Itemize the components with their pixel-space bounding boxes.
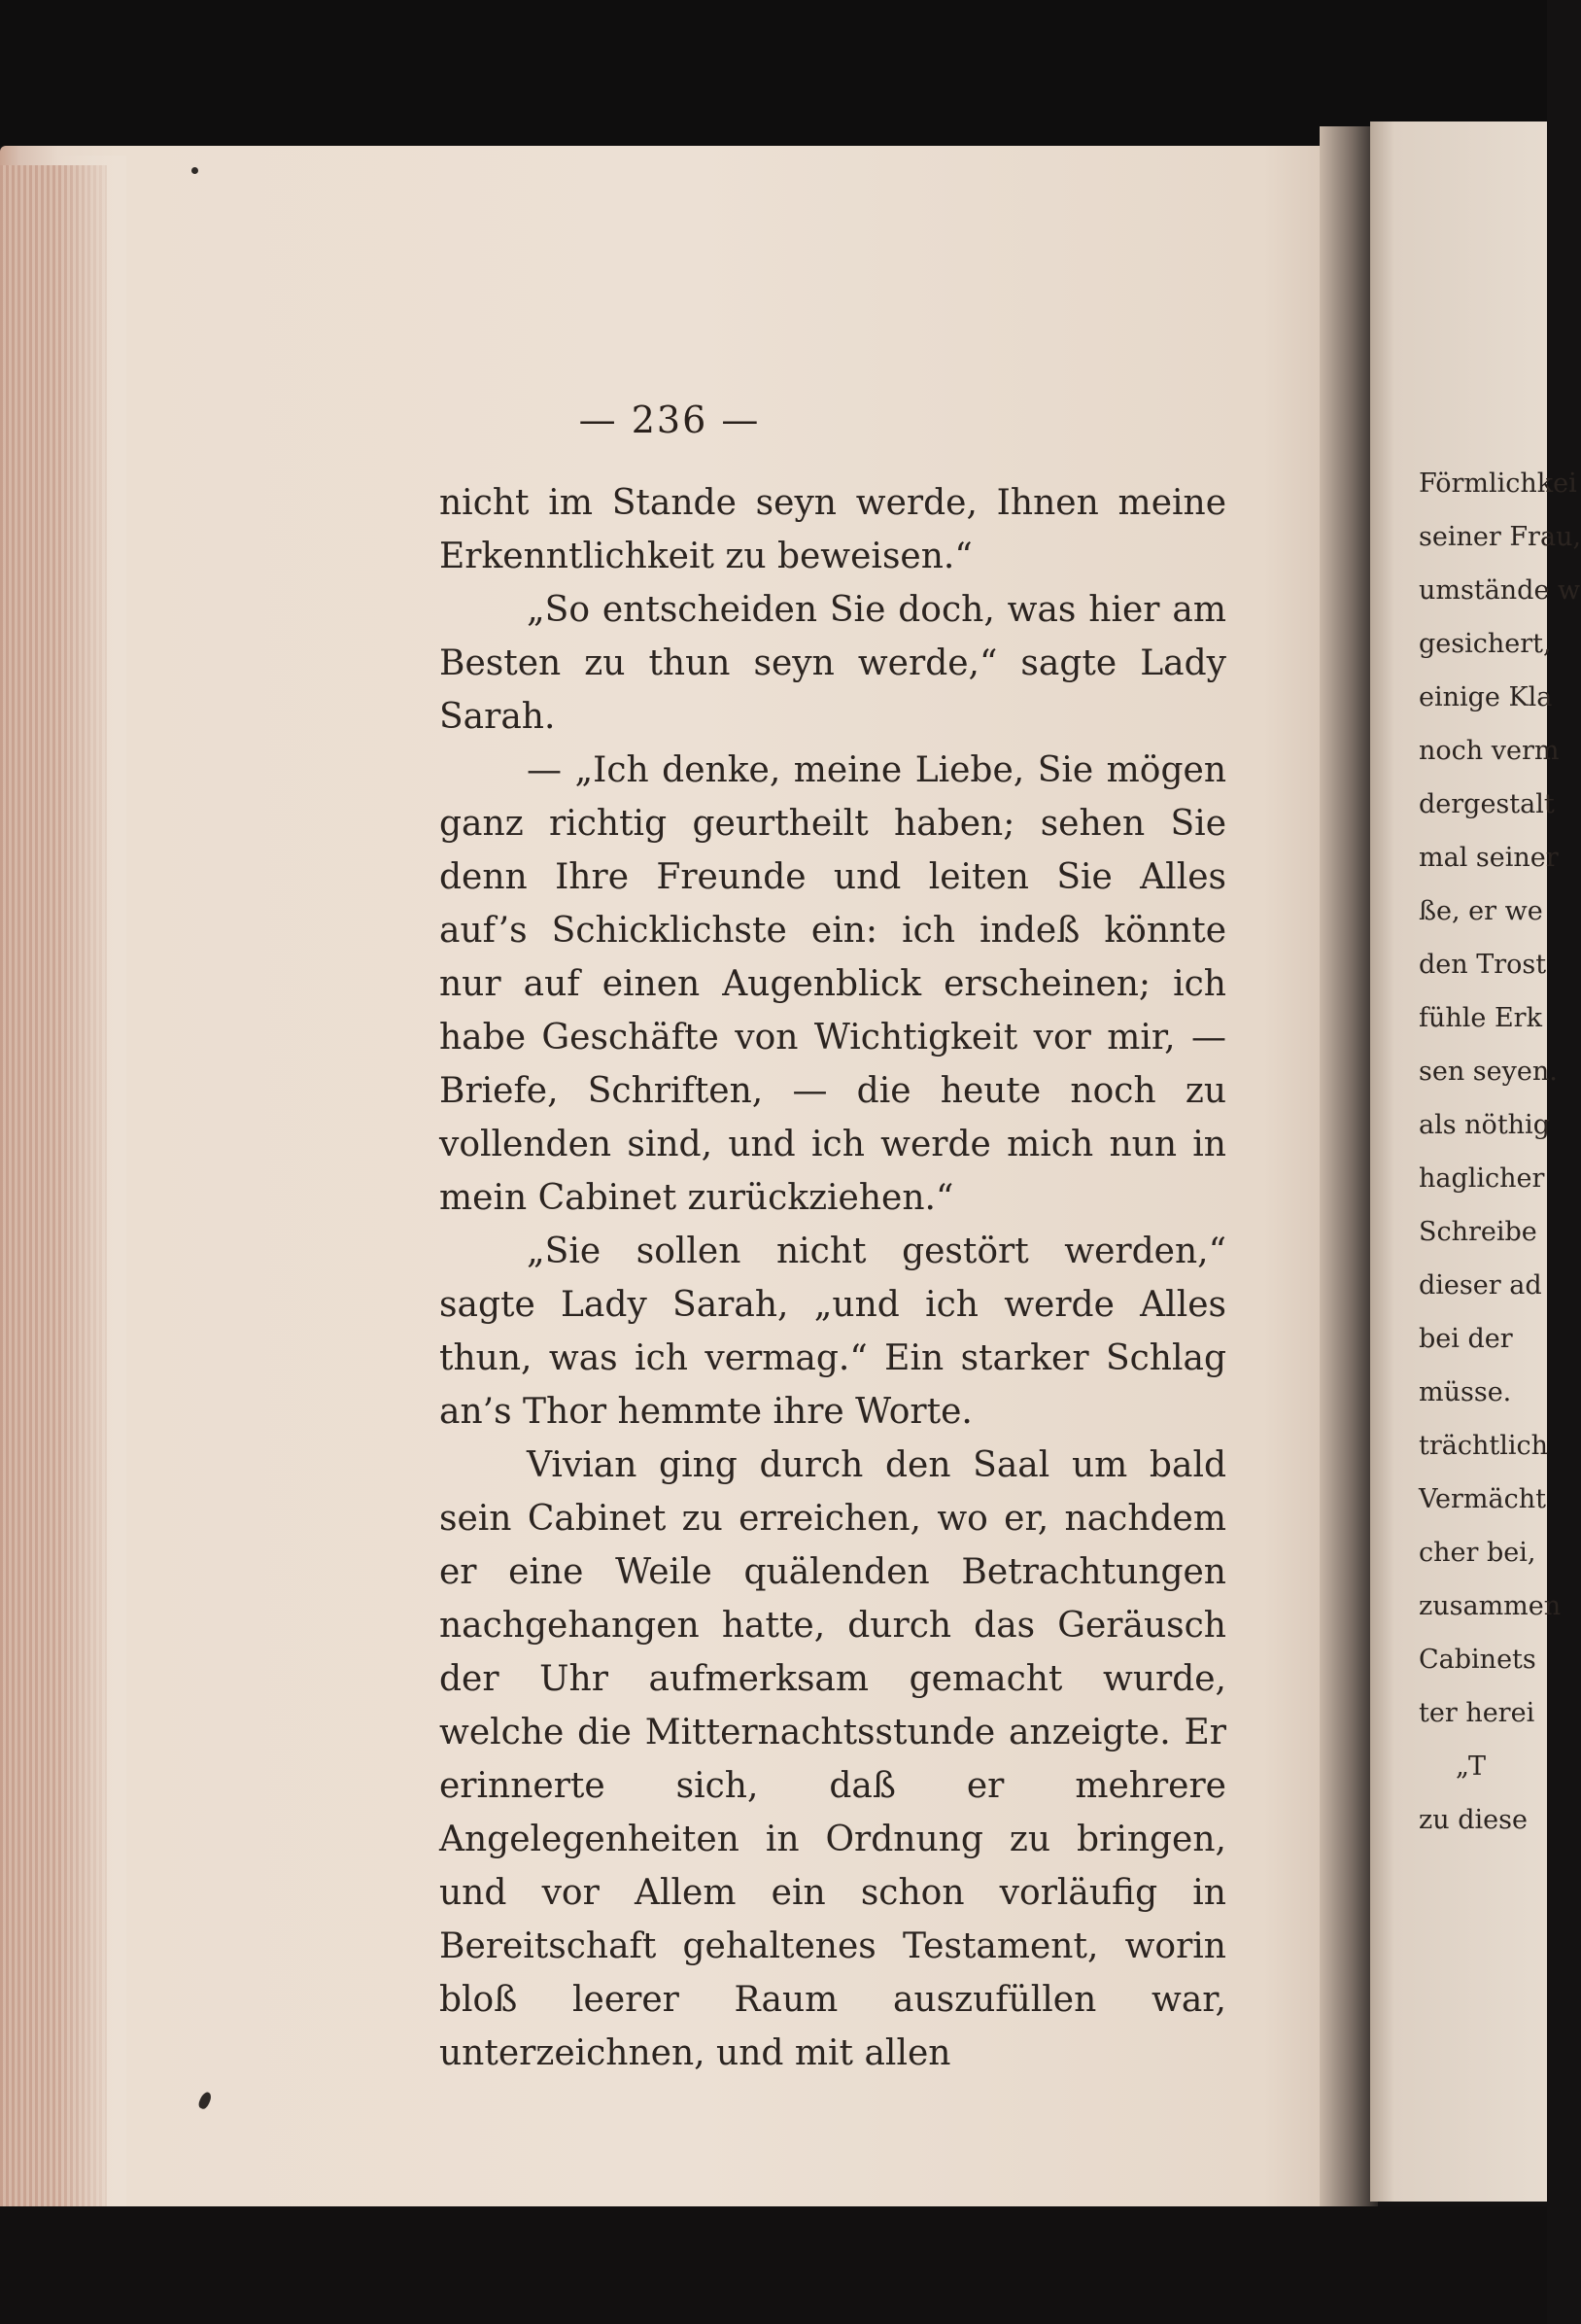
facing-line: Vermächt xyxy=(1419,1484,1546,1514)
page-body xyxy=(439,476,1226,2080)
facing-line: seiner Frau, xyxy=(1419,522,1581,552)
facing-line: einige Kla xyxy=(1419,682,1553,712)
background-top xyxy=(0,0,1547,146)
facing-line: sen seyen. xyxy=(1419,1057,1558,1087)
facing-line: umstände w xyxy=(1419,575,1581,606)
facing-line: Schreibe xyxy=(1419,1217,1537,1247)
paragraph: — „Ich denke, meine Liebe, Sie mögen ganz richtig geurtheilt haben; sehen Sie denn Ihre Freunde und leiten Sie Alles auf’s Schicklichste ein: ich indeß könnte nur auf einen Augenblick erscheinen; ich habe Geschäfte von Wichtigkeit vor mir, — Briefe, Schriften, — die heute noch zu vollenden sind, und ich werde mich nun in mein Cabinet zurückziehen.“ xyxy=(439,750,1226,1218)
paragraph: „Sie sollen nicht gestört werden,“ sagte Lady Sarah, „und ich werde Alles thun, was ich vermag.“ Ein starker Schlag an’s Thor hemmte ihre Worte. xyxy=(439,1231,1226,1432)
paragraph: Vivian ging durch den Saal um bald sein Cabinet zu erreichen, wo er, nachdem er eine Weile quälenden Betrachtungen nachgehangen hatte, durch das Geräusch der Uhr aufmerksam gemacht wurde, welche die Mitternachtsstunde anzeigte. Er erinnerte sich, daß er mehrere Angelegenheiten in Ordnung zu bringen, und vor Allem ein schon vorläufig in Bereitschaft gehaltenes Testament, worin bloß leerer Raum auszufüllen war, unterzeichnen, und mit allen xyxy=(439,1445,1226,2073)
facing-line: fühle Erk xyxy=(1419,1003,1542,1033)
facing-line: bei der xyxy=(1419,1324,1513,1354)
facing-line: mal seiner xyxy=(1419,843,1559,873)
ink-spot xyxy=(191,167,198,174)
facing-line: zusammen xyxy=(1419,1591,1562,1621)
background-bottom xyxy=(0,2206,1547,2324)
facing-line: müsse. xyxy=(1419,1377,1512,1407)
facing-line: zu diese xyxy=(1419,1805,1528,1835)
facing-page-text xyxy=(1419,457,1581,1847)
paragraph: „So entscheiden Sie doch, was hier am Besten zu thun seyn werde,“ sagte Lady Sarah. xyxy=(439,590,1226,737)
page-edge-fade xyxy=(58,156,126,2206)
facing-line: noch verm xyxy=(1419,736,1560,766)
facing-line: Cabinets xyxy=(1419,1645,1536,1675)
facing-line: dieser ad xyxy=(1419,1270,1542,1301)
facing-line: ße, er we xyxy=(1419,896,1543,926)
facing-line: cher bei, xyxy=(1419,1538,1536,1568)
facing-line: trächtlich xyxy=(1419,1431,1548,1461)
facing-line: „T xyxy=(1456,1752,1487,1782)
facing-line: den Trost xyxy=(1419,950,1547,980)
page-number: — 236 — xyxy=(578,399,761,441)
facing-line: gesichert, xyxy=(1419,629,1552,659)
facing-line: ter herei xyxy=(1419,1698,1535,1728)
book-gutter xyxy=(1320,126,1378,2265)
paragraph: nicht im Stande seyn werde, Ihnen meine Erkenntlichkeit zu beweisen.“ xyxy=(439,483,1226,576)
facing-line: haglicher xyxy=(1419,1163,1545,1194)
facing-line: dergestalt xyxy=(1419,789,1555,819)
facing-line: als nöthig xyxy=(1419,1110,1550,1140)
facing-line: Förmlichkei xyxy=(1419,468,1577,499)
